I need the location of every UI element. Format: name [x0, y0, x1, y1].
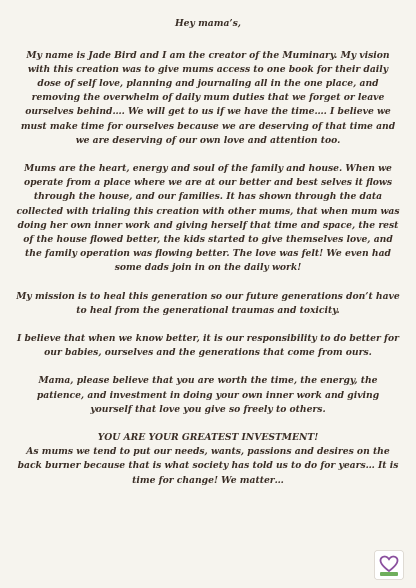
letter-paragraph-family: Mums are the heart, energy and soul of the family and house. When we operate from a place where we are at our better and best selves it flows through the house, and our families. It has shown through the data collected with trialing this creation with other mums, that when mum was doing her own inner work and giving herself that time and space, the rest of the house flowed better, the kids started to give themselves love, and the family operation was flowing better. The love was felt! We even had some dads join in on the daily work!: [16, 162, 400, 274]
heart-logo-icon: [374, 550, 404, 580]
letter-paragraph-worth: Mama, please believe that you are worth the time, the energy, the patience, and investment in doing your own inner work and giving yourself that love you give so freely to others.: [36, 375, 380, 415]
letter-paragraph-responsibility: I believe that when we know better, it is our responsibility to do better for our babies, ourselves and the generations that come from ours.: [17, 332, 399, 359]
closing-text: As mums we tend to put our needs, wants, passions and desires on the back burner because that is what society has told us to do for years… It is time for change! We matter…: [17, 446, 399, 486]
closing-heading: YOU ARE YOUR GREATEST INVESTMENT!: [97, 431, 319, 443]
letter-paragraph-mission: My mission is to heal this generation so our future generations don’t have to heal from the generational traumas and toxicity.: [16, 290, 400, 316]
letter-greeting: Hey mama’s,: [175, 18, 241, 29]
letter-closing: [16, 431, 400, 488]
letter-paragraph-vision: My name is Jade Bird and I am the creator of the Muminary. My vision with this creation was to give mums access to one book for their daily dose of self love, planning and journaling all in the one place, and removing the overwhelm of daily mum duties that we forget or leave ourselves behind…. We will get to us if we have the time…. I believe we must make time for ourselves because we are deserving of that time and we are deserving of our own love and attention too.: [20, 49, 396, 146]
